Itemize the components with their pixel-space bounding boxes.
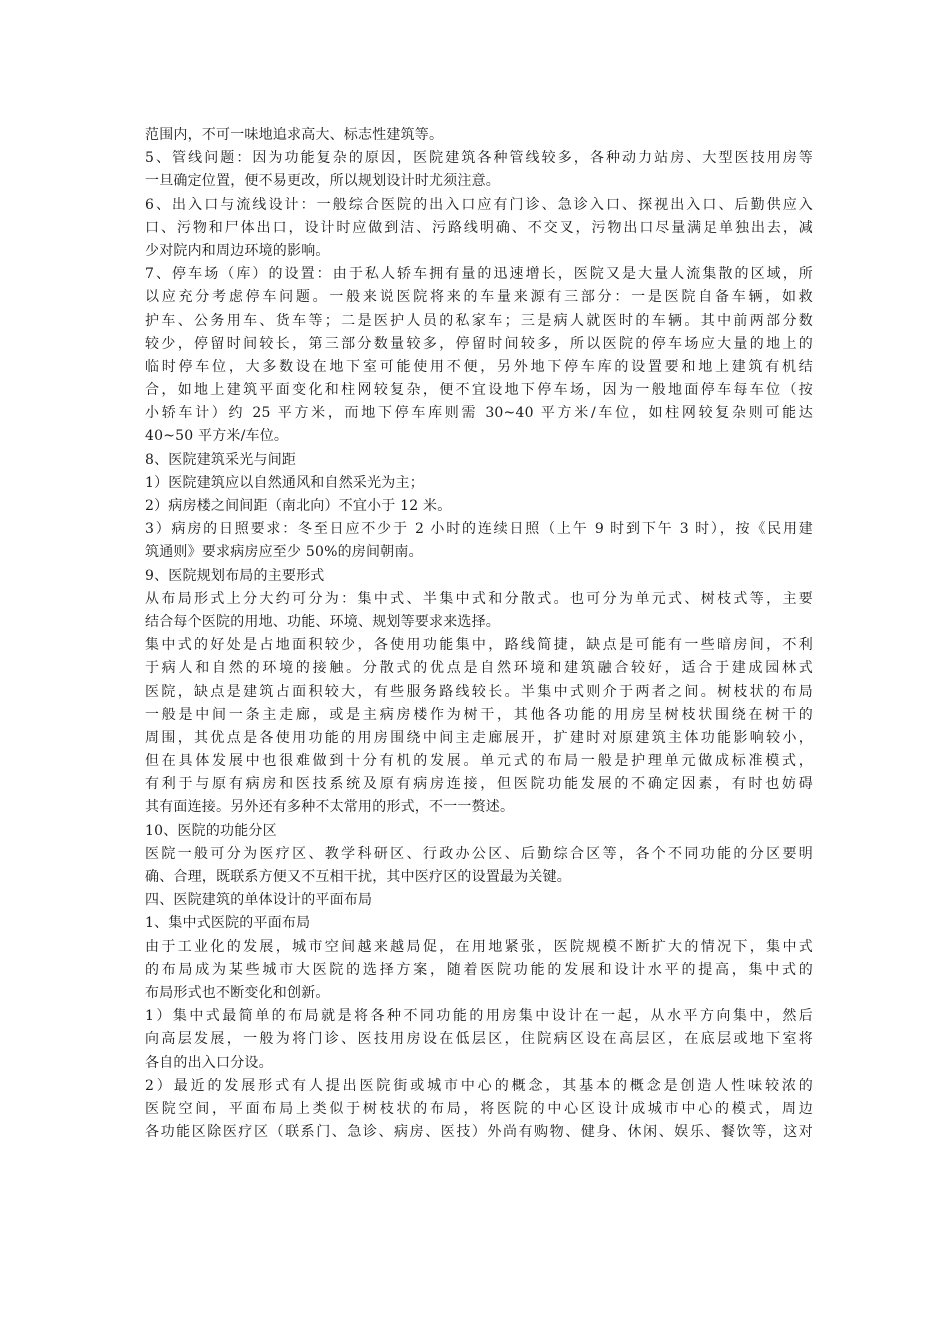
text-line: 医院，缺点是建筑占面积较大，有些服务路线较长。半集中式则介于两者之间。树枝状的布局 xyxy=(145,683,813,700)
text-line: 3）病房的日照要求：冬至日应不少于 2 小时的连续日照（上午 9 时到下午 3 时），按《民用建 xyxy=(145,521,813,538)
text-line: 由于工业化的发展，城市空间越来越局促，在用地紧张，医院规模不断扩大的情况下，集中式 xyxy=(145,938,813,955)
text-line: 1、集中式医院的平面布局 xyxy=(145,915,311,932)
text-line: 较少，停留时间较长，第三部分数量较多，停留时间较多，所以医院的停车场应大量的地上的 xyxy=(145,335,813,352)
text-line: 10、医院的功能分区 xyxy=(145,822,277,839)
text-line: 以应充分考虑停车问题。一般来说医院将来的车量来源有三部分：一是医院自备车辆，如救 xyxy=(145,289,813,306)
text-line: 各自的出入口分设。 xyxy=(145,1054,273,1071)
text-line: 1）医院建筑应以自然通风和自然采光为主； xyxy=(145,474,424,491)
text-line: 医院一般可分为医疗区、教学科研区、行政办公区、后勤综合区等，各个不同功能的分区要明 xyxy=(145,845,813,862)
text-line: 合，如地上建筑平面变化和柱网较复杂，便不宜设地下停车场，因为一般地面停车每车位（按 xyxy=(145,382,813,399)
text-line: 一旦确定位置，便不易更改，所以规划设计时尤须注意。 xyxy=(145,173,500,190)
text-line: 1）集中式最简单的布局就是将各种不同功能的用房集中设计在一起，从水平方向集中，然后 xyxy=(145,1008,813,1025)
text-line: 9、医院规划布局的主要形式 xyxy=(145,567,325,584)
text-line: 于病人和自然的环境的接触。分散式的优点是自然环境和建筑融合较好，适合于建成园林式 xyxy=(145,660,813,677)
text-line: 集中式的好处是占地面积较少，各使用功能集中，路线简捷，缺点是可能有一些暗房间，不利 xyxy=(145,637,813,654)
text-line: 各功能区除医疗区（联系门、急诊、病房、医技）外尚有购物、健身、休闲、娱乐、餐饮等，这对 xyxy=(145,1124,813,1141)
text-line: 医院空间，平面布局上类似于树枝状的布局，将医院的中心区设计成城市中心的模式，周边 xyxy=(145,1100,813,1117)
text-line: 6、出入口与流线设计：一般综合医院的出入口应有门诊、急诊入口、探视出入口、后勤供应入 xyxy=(145,196,813,213)
text-line: 但在具体发展中也很难做到十分有机的发展。单元式的布局一般是护理单元做成标准模式， xyxy=(145,753,813,770)
text-line: 有利于与原有病房和医技系统及原有病房连接，但医院功能发展的不确定因素，有时也妨碍 xyxy=(145,776,813,793)
text-line: 护车、公务用车、货车等；二是医护人员的私家车；三是病人就医时的车辆。其中前两部分数 xyxy=(145,312,813,329)
text-line: 8、医院建筑采光与间距 xyxy=(145,451,297,468)
text-line: 其有面连接。另外还有多种不太常用的形式，不一一赘述。 xyxy=(145,799,515,816)
text-line: 范围内，不可一味地追求高大、标志性建筑等。 xyxy=(145,127,444,143)
text-line: 四、医院建筑的单体设计的平面布局 xyxy=(145,892,373,909)
text-line: 口、污物和尸体出口，设计时应做到洁、污路线明确、不交叉，污物出口尽量满足单独出去，减 xyxy=(145,219,813,236)
text-line: 向高层发展，一般为将门诊、医技用房设在低层区，住院病区设在高层区，在底层或地下室将 xyxy=(145,1031,813,1048)
text-line: 5、管线问题：因为功能复杂的原因，医院建筑各种管线较多，各种动力站房、大型医技用房等 xyxy=(145,150,813,167)
text-line: 少对院内和周边环境的影响。 xyxy=(145,242,330,259)
document-body xyxy=(145,124,813,1144)
text-line: 2）病房楼之间间距（南北向）不宜小于 12 米。 xyxy=(145,498,452,514)
text-line: 从布局形式上分大约可分为：集中式、半集中式和分散式。也可分为单元式、树枝式等，主要 xyxy=(145,590,813,607)
text-line: 7、停车场（库）的设置：由于私人轿车拥有量的迅速增长，医院又是大量人流集散的区域，所 xyxy=(145,266,813,283)
text-line: 结合每个医院的用地、功能、环境、规划等要求来选择。 xyxy=(145,613,500,630)
text-line: 2）最近的发展形式有人提出医院街或城市中心的概念，其基本的概念是创造人性味较浓的 xyxy=(145,1077,813,1094)
text-line: 周围，其优点是各使用功能的用房围绕中间主走廊展开，扩建时对原建筑主体功能影响较小， xyxy=(145,729,813,746)
text-line: 的布局成为某些城市大医院的选择方案，随着医院功能的发展和设计水平的提高，集中式的 xyxy=(145,961,813,978)
text-line: 小轿车计）约 25 平方米，而地下停车库则需 30~40 平方米/车位，如柱网较复杂则可能达 xyxy=(145,405,813,422)
text-line: 布局形式也不断变化和创新。 xyxy=(145,984,330,1001)
text-line: 临时停车位，大多数设在地下室可能使用不便，另外地下停车库的设置要和地上建筑有机结 xyxy=(145,358,813,375)
text-line: 筑通则》要求病房应至少 50%的房间朝南。 xyxy=(145,544,423,561)
text-line: 一般是中间一条主走廊，或是主病房楼作为树干，其他各功能的用房呈树枝状围绕在树干的 xyxy=(145,706,813,723)
text-line: 确、合理，既联系方便又不互相干扰，其中医疗区的设置最为关键。 xyxy=(145,869,571,885)
text-line: 40~50 平方米/车位。 xyxy=(145,428,289,445)
